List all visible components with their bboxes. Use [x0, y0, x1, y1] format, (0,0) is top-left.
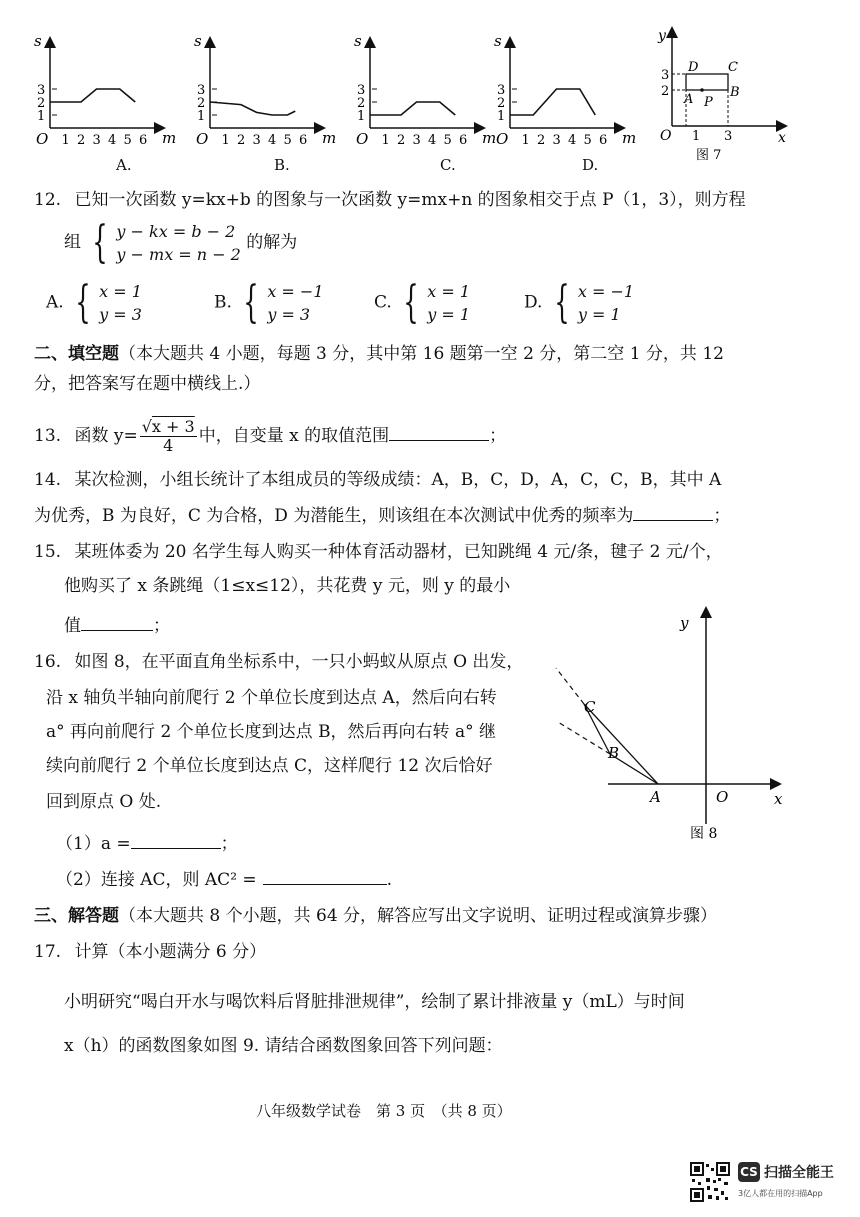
graph-label-m: m — [482, 129, 497, 147]
section3-desc: （本大题共 8 个小题，共 64 分，解答应写出文字说明、证明过程或演算步骤） — [119, 906, 718, 926]
graph-label-s: s — [34, 32, 42, 50]
q15-text1: 某班体委为 20 名学生每人购买一种体育活动器材，已知跳绳 4 元/条，毽子 2 元/个， — [74, 542, 723, 562]
graph-tick-x: 5 — [123, 133, 132, 148]
graph-tick-x: 1 — [521, 133, 530, 148]
option-row: x = −1 — [267, 282, 324, 301]
q13-sqrt: x + 3 — [151, 417, 195, 436]
graph-label-origin: O — [36, 130, 49, 148]
q15-line1 — [34, 540, 723, 564]
q13-end: ； — [489, 426, 507, 446]
q16-text2: 沿 x 轴负半轴向前爬行 2 个单位长度到达点 A，然后向右转 — [46, 688, 497, 708]
q15-number: 15. — [34, 542, 62, 562]
graph-tick-x: 1 — [61, 133, 70, 148]
graph-tick-x: 3 — [552, 133, 561, 148]
option-label: D. — [524, 292, 543, 313]
graph-curve — [370, 102, 455, 115]
graph-tick-y: 1 — [37, 109, 46, 124]
graph-tick-y: 3 — [497, 83, 506, 98]
figure-8 — [550, 606, 790, 846]
q16-sub2-blank[interactable] — [263, 866, 387, 885]
graph-curve — [210, 102, 295, 115]
fig7-point-p — [700, 88, 704, 92]
fig8-segment-ab — [584, 704, 658, 784]
graph-caption-b: B. — [274, 156, 290, 174]
watermark-sub: 3亿人都在用的扫描App — [738, 1189, 823, 1198]
q16-sub1-blank[interactable] — [131, 830, 221, 849]
fig7-label-p: P — [704, 95, 713, 110]
q13-answer-blank[interactable] — [389, 422, 489, 441]
graph-label-origin: O — [496, 130, 509, 148]
graph-b — [194, 32, 336, 148]
section2-heading — [34, 342, 724, 366]
q12-group-post: 的解为 — [246, 232, 298, 253]
q13-pre: 函数 y= — [74, 426, 138, 446]
q17-text1: 小明研究“喝白开水与喝饮料后肾脏排泄规律”，绘制了累计排液量 y（mL）与时间 — [64, 992, 685, 1012]
graph-tick-x: 4 — [568, 133, 577, 148]
section2-desc1: （本大题共 4 小题，每题 3 分，其中第 16 题第一空 2 分，第二空 1 分，共 12 — [119, 344, 724, 364]
q17-number: 17. — [34, 942, 62, 962]
graph-tick-y: 3 — [37, 83, 46, 98]
graph-caption-a: A. — [116, 156, 132, 174]
graph-c — [354, 32, 496, 148]
graph-tick-x: 2 — [237, 133, 246, 148]
q17-head — [34, 940, 266, 964]
option-row: y = 3 — [267, 305, 311, 324]
graph-caption-d: D. — [582, 156, 599, 174]
option-label: B. — [214, 292, 232, 313]
figure-7 — [652, 24, 792, 174]
q16-text1: 如图 8，在平面直角坐标系中，一只小蚂蚁从原点 O 出发， — [74, 652, 524, 672]
q12-group-pre: 组 — [64, 232, 81, 253]
q12-equation-system: { y − kx = b − 2 y − mx = n − 2 — [92, 217, 241, 268]
q14-text1: 某次检测，小组长统计了本组成员的等级成绩：A，B，C，D，A，C，C，B，其中 A — [74, 470, 722, 490]
graph-tick-y: 1 — [357, 109, 366, 124]
graph-tick-y: 2 — [497, 96, 506, 111]
q12-stem — [34, 188, 746, 212]
option-row: y = 3 — [99, 305, 142, 324]
graph-tick-y: 1 — [497, 109, 506, 124]
q12-eq2: y − mx = n − 2 — [116, 245, 241, 264]
graph-tick-y: 3 — [357, 83, 366, 98]
fig7-label-a: A — [684, 92, 694, 107]
q13-post: 中，自变量 x 的取值范围 — [198, 426, 390, 446]
graph-label-m: m — [322, 129, 337, 147]
qr-code-icon — [690, 1162, 730, 1202]
option-row: y = 1 — [577, 305, 621, 324]
option-row: x = 1 — [99, 282, 142, 301]
graph-label-s: s — [494, 32, 502, 50]
option-row: x = −1 — [577, 282, 635, 301]
option-label: A. — [46, 292, 64, 313]
section3-heading — [34, 904, 717, 928]
graph-label-origin: O — [356, 130, 369, 148]
fig8-dashed-extension-c — [556, 668, 584, 704]
q16-sub2-label: （2）连接 AC，则 AC² = — [56, 870, 257, 890]
fig7-label-b: B — [730, 85, 740, 100]
graph-tick-x: 5 — [283, 133, 292, 148]
graph-tick-x: 3 — [412, 133, 421, 148]
section3-title: 三、解答题 — [34, 906, 119, 926]
q16-sub2-end: . — [386, 870, 393, 890]
q16-sub1-end: ； — [220, 834, 238, 854]
q14-line1 — [34, 468, 721, 492]
graph-tick-y: 3 — [197, 83, 206, 98]
graph-curve — [50, 89, 135, 102]
q13 — [34, 418, 506, 455]
q12-option-c: C. { x = 1 y = 1 — [374, 277, 471, 328]
fig7-tick-1: 1 — [692, 129, 701, 144]
graph-label-s: s — [194, 32, 202, 50]
q15-text2: 他购买了 x 条跳绳（1≤x≤12），共花费 y 元，则 y 的最小 — [64, 576, 511, 596]
section2-desc2: 分，把答案写在题中横线上.） — [34, 374, 261, 394]
fig7-tick-y2: 2 — [661, 84, 670, 99]
graph-a — [34, 32, 176, 148]
q14-line2 — [34, 502, 730, 528]
graph-label-origin: O — [196, 130, 209, 148]
q14-end: ； — [713, 506, 731, 526]
graph-tick-x: 2 — [77, 133, 86, 148]
fig7-label-d: D — [688, 60, 699, 75]
fig7-label-y: y — [658, 28, 666, 44]
graph-tick-y: 1 — [197, 109, 206, 124]
graph-tick-x: 1 — [381, 133, 390, 148]
fig7-label-o: O — [660, 128, 672, 144]
graph-label-s: s — [354, 32, 362, 50]
fig7-rectangle — [686, 74, 728, 90]
section2-title: 二、填空题 — [34, 344, 119, 364]
q13-den: 4 — [163, 436, 174, 455]
fig8-caption: 图 8 — [690, 826, 718, 842]
q15-text3: 值 — [64, 616, 81, 636]
fig7-tick-3: 3 — [724, 129, 733, 144]
graph-label-m: m — [162, 129, 177, 147]
q16-number: 16. — [34, 652, 62, 672]
graph-tick-x: 3 — [252, 133, 261, 148]
q15-answer-blank[interactable] — [81, 612, 153, 631]
graph-tick-x: 6 — [299, 133, 308, 148]
graph-tick-x: 3 — [92, 133, 101, 148]
q16-sub1 — [56, 830, 238, 856]
fig7-label-c: C — [728, 60, 738, 75]
fig8-label-o: O — [716, 788, 729, 806]
graph-tick-y: 2 — [197, 96, 206, 111]
graph-tick-x: 5 — [583, 133, 592, 148]
q16-line1 — [34, 650, 523, 674]
q12-option-d: D. { x = −1 y = 1 — [524, 277, 635, 328]
graph-curve — [510, 89, 595, 115]
graph-label-m: m — [622, 129, 637, 147]
q17-text2: x（h）的函数图象如图 9. 请结合函数图象回答下列问题： — [64, 1036, 503, 1056]
q16-text3: a° 再向前爬行 2 个单位长度到达点 B，然后再向右转 a° 继 — [46, 722, 497, 742]
graph-tick-y: 2 — [37, 96, 46, 111]
graph-tick-x: 6 — [139, 133, 148, 148]
page-footer: 八年级数学试卷 第 3 页 （共 8 页） — [256, 1102, 512, 1120]
q12-option-a: A. { x = 1 y = 3 — [46, 277, 142, 328]
graph-tick-x: 4 — [428, 133, 437, 148]
graph-tick-x: 4 — [268, 133, 277, 148]
graph-tick-x: 2 — [397, 133, 406, 148]
q15-end: ； — [153, 616, 170, 636]
option-label: C. — [374, 292, 392, 313]
graph-tick-y: 2 — [357, 96, 366, 111]
q13-number: 13. — [34, 426, 62, 446]
fig8-label-y: y — [680, 614, 689, 632]
option-row: x = 1 — [427, 282, 470, 301]
graph-tick-x: 1 — [221, 133, 230, 148]
q12-text: 已知一次函数 y=kx+b 的图象与一次函数 y=mx+n 的图象相交于点 P（1，3），则方程 — [74, 190, 746, 210]
q12-number: 12. — [34, 190, 62, 210]
fig8-label-a: A — [650, 788, 661, 806]
graph-tick-x: 5 — [443, 133, 452, 148]
q13-fraction: $\frac{√x + 3}{4}$ — [141, 417, 195, 455]
fig8-label-x: x — [774, 790, 783, 808]
q15-line3 — [64, 612, 170, 638]
q16-text5: 回到原点 O 处. — [46, 792, 162, 812]
q17-head-text: 计算（本小题满分 6 分） — [74, 942, 267, 962]
fig8-label-b: B — [608, 744, 620, 762]
graph-caption-c: C. — [440, 156, 456, 174]
camscanner-logo: CS — [738, 1162, 760, 1182]
fig7-tick-y3: 3 — [661, 68, 670, 83]
fig7-caption: 图 7 — [696, 148, 722, 163]
watermark-name: 扫描全能王 — [764, 1165, 834, 1181]
q16-sub2 — [56, 866, 392, 892]
q12-system — [64, 217, 298, 268]
graph-d — [494, 32, 636, 148]
graph-tick-x: 6 — [459, 133, 468, 148]
fig8-label-c: C — [584, 698, 596, 716]
graph-tick-x: 6 — [599, 133, 608, 148]
graph-tick-x: 4 — [108, 133, 117, 148]
q12-option-b: B. { x = −1 y = 3 — [214, 277, 324, 328]
q14-answer-blank[interactable] — [633, 502, 713, 521]
fig7-label-x: x — [778, 130, 786, 146]
option-row: y = 1 — [427, 305, 471, 324]
q16-sub1-label: （1）a = — [56, 834, 131, 854]
q16-text4: 续向前爬行 2 个单位长度到达点 C，这样爬行 12 次后恰好 — [46, 756, 493, 776]
q12-eq1: y − kx = b − 2 — [116, 222, 236, 241]
q14-number: 14. — [34, 470, 62, 490]
graph-tick-x: 2 — [537, 133, 546, 148]
q14-text2: 为优秀，B 为良好，C 为合格，D 为潜能生，则该组在本次测试中优秀的频率为 — [34, 506, 634, 526]
